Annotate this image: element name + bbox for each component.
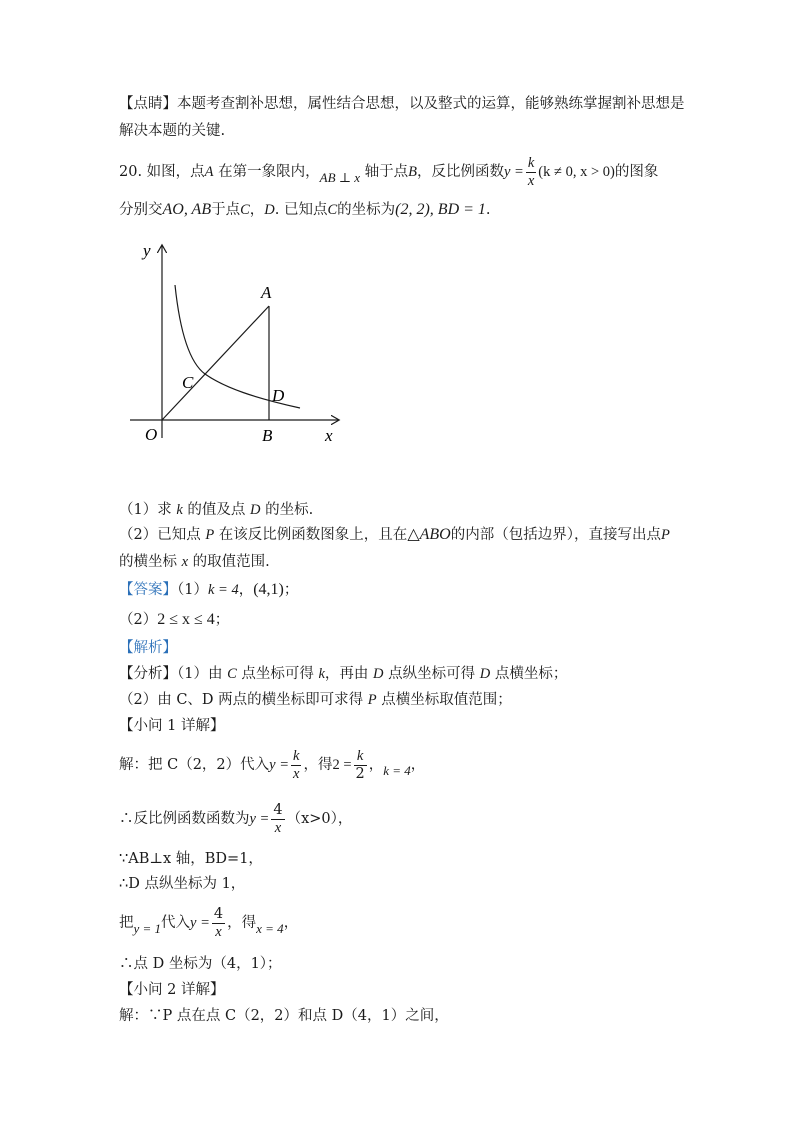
solution-line-1: 解：把 C（2，2）代入y = $\frac{k}{x}$ ，得2 = $\frac{k}{2}$ ，k = 4，: [119, 747, 426, 782]
question-line-1: 20. 如图，点A 在第一象限内，AB ⊥ x 轴于点B，反比例函数y = $\frac{k}{x}$ (k ≠ 0, x > 0)的图象: [119, 154, 659, 189]
solution-line-2: ∴反比例函数函数为y = $\frac{4}{x}$ （x>0），: [119, 801, 353, 836]
solution-line-4: ∴D 点纵坐标为 1，: [119, 876, 246, 892]
solution-line-7: 解：∵P 点在点 C（2，2）和点 D（4，1）之间，: [119, 1008, 449, 1024]
label-x: x: [325, 426, 333, 445]
sub-question-2-cont: 的横坐标 x 的取值范围.: [119, 554, 270, 570]
label-A: A: [261, 283, 272, 302]
comment-line-2: 解决本题的关键.: [119, 123, 226, 139]
answer-line-1: 【答案】（1）k = 4，(4,1)；: [119, 581, 299, 598]
analysis-line-2: （2）由 C、D 两点的横坐标即可求得 P 点横坐标取值范围；: [119, 692, 512, 708]
label-y: y: [143, 241, 151, 260]
fraction-k-over-x: $\frac{k}{x}$: [527, 154, 535, 189]
small-question-1-heading: 【小问 1 详解】: [119, 718, 225, 734]
solution-line-6: ∴点 D 坐标为（4，1）；: [119, 956, 282, 972]
segment-OA: [162, 306, 269, 420]
sub-question-2: （2）已知点 P 在该反比例函数图象上，且在△ABO的内部（包括边界），直接写出点P: [119, 526, 670, 543]
solution-line-3: ∵AB⊥x 轴，BD=1，: [119, 851, 263, 867]
sub-question-1: （1）求 k 的值及点 D 的坐标.: [119, 502, 314, 518]
question-line-2: 分别交AO, AB于点C，D. 已知点C的坐标为(2, 2), BD = 1.: [119, 201, 491, 218]
geometry-figure: [125, 238, 345, 448]
label-O: O: [145, 425, 158, 444]
analysis-tag: 【解析】: [119, 640, 177, 656]
label-B: B: [262, 426, 273, 445]
label-D: D: [272, 386, 285, 405]
small-question-2-heading: 【小问 2 详解】: [119, 982, 225, 998]
solution-line-5: 把y = 1代入y = $\frac{4}{x}$ ，得x = 4，: [119, 905, 299, 940]
analysis-line-1: 【分析】（1）由 C 点坐标可得 k，再由 D 点纵坐标可得 D 点横坐标；: [119, 666, 568, 682]
label-C: C: [182, 373, 194, 392]
answer-tag: 【答案】: [119, 582, 177, 598]
comment-line-1: 【点睛】本题考查割补思想，属性结合思想，以及整式的运算，能够熟练掌握割补思想是: [119, 96, 685, 112]
answer-line-2: （2）2 ≤ x ≤ 4；: [119, 611, 230, 628]
